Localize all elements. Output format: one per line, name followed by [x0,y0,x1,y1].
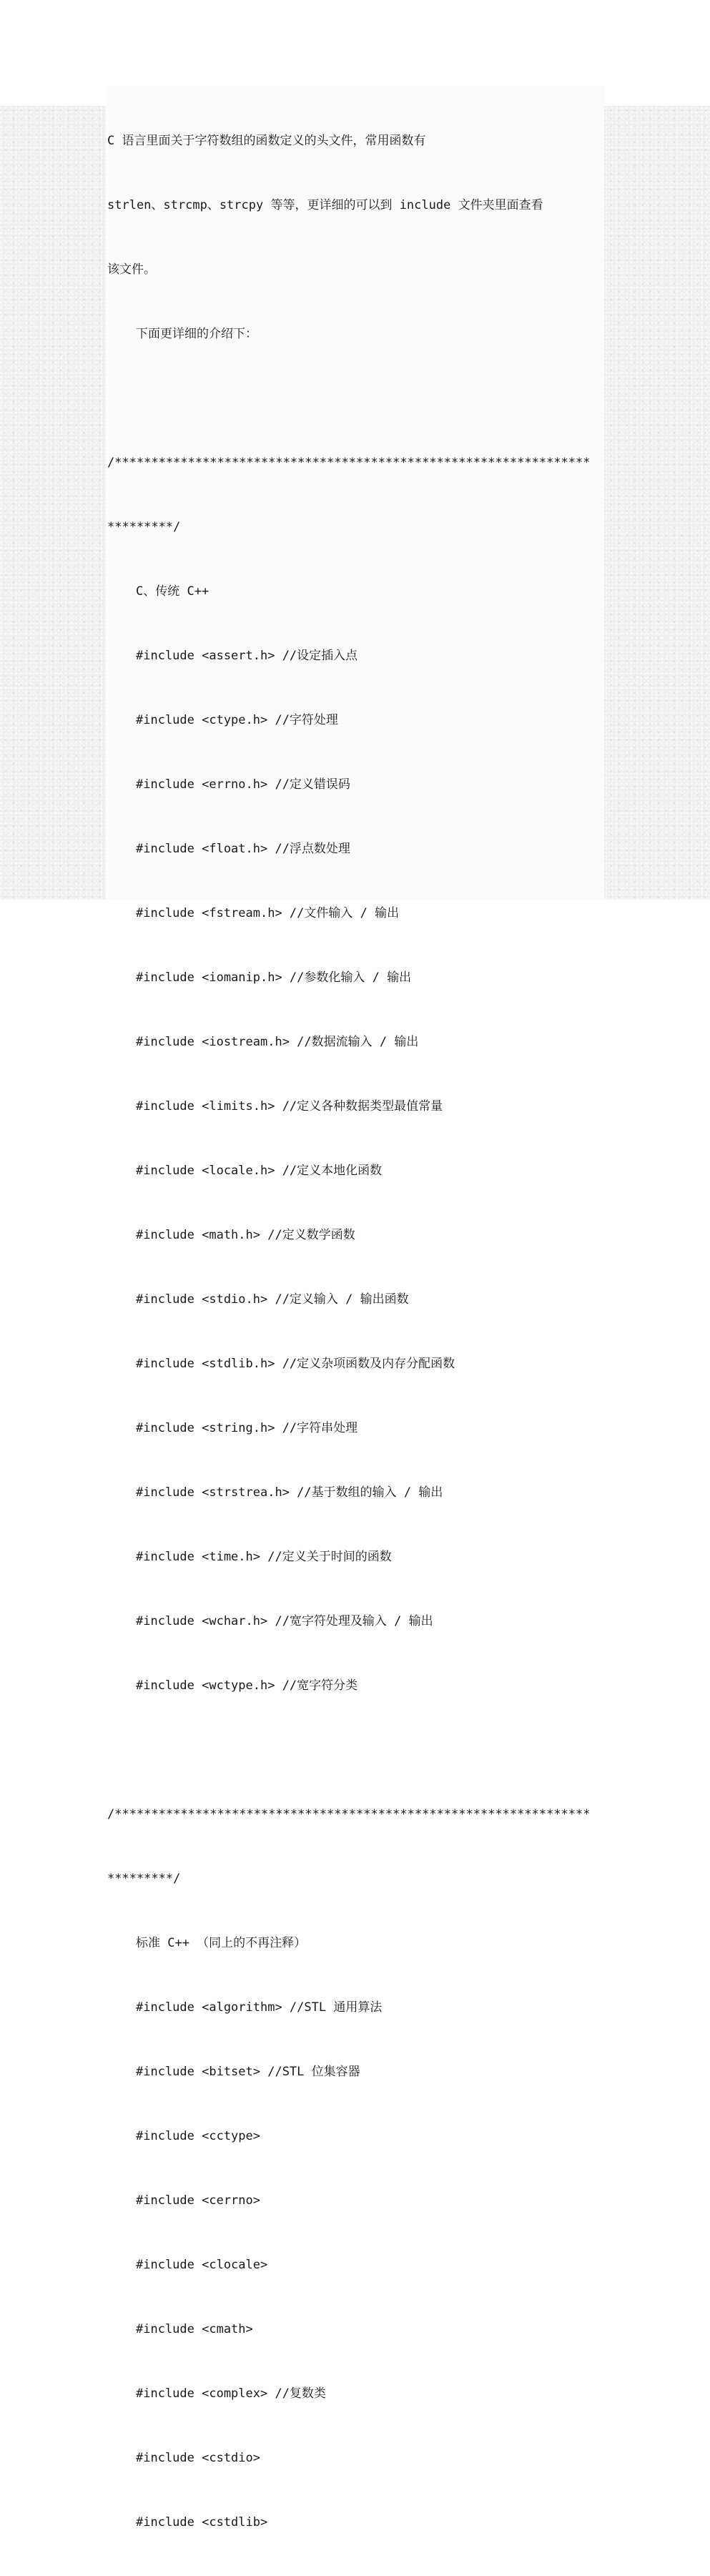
blank-line [107,388,601,409]
include-line: #include <wctype.h> //宽字符分类 [136,1678,358,1693]
include-line: #include <limits.h> //定义各种数据类型最值常量 [136,1099,443,1114]
separator-2-line-1: /***************************************************************** [107,1807,591,1822]
intro-line-1: C 语言里面关于字符数组的函数定义的头文件，常用函数有 [107,134,426,148]
separator-1-line-2: *********/ [107,520,181,534]
section-c-heading: C、传统 C++ [136,584,209,599]
include-line: #include <cctype> [136,2129,260,2143]
include-line: #include <wchar.h> //宽字符处理及输入 / 输出 [136,1614,433,1628]
include-line: #include <string.h> //字符串处理 [136,1421,358,1435]
include-line: #include <fstream.h> //文件输入 / 输出 [136,906,400,920]
include-line: #include <locale.h> //定义本地化函数 [136,1164,383,1178]
include-line: #include <algorithm> //STL 通用算法 [136,2000,383,2015]
section-std-heading: 标准 C++ （同上的不再注释） [136,1936,307,1950]
include-line: #include <ctype.h> //字符处理 [136,713,338,727]
include-line: #include <clocale> [136,2258,268,2272]
include-line: #include <cstdlib> [136,2515,268,2530]
intro-line-4: 下面更详细的介绍下： [136,327,257,341]
include-line: #include <float.h> //浮点数处理 [136,842,350,856]
intro-line-2: strlen、strcmp、strcpy 等等，更详细的可以到 include 文件夹里面查看 [107,198,543,212]
include-line: #include <math.h> //定义数学函数 [136,1228,355,1242]
include-line: #include <iomanip.h> //参数化输入 / 输出 [136,970,412,985]
include-line: #include <assert.h> //设定插入点 [136,649,358,663]
include-line: #include <stdio.h> //定义输入 / 输出函数 [136,1292,409,1307]
separator-2-line-2: *********/ [107,1872,181,1886]
include-line: #include <cmath> [136,2322,253,2336]
intro-line-3: 该文件。 [107,262,156,277]
include-line: #include <complex> //复数类 [136,2386,326,2401]
include-line: #include <cerrno> [136,2193,260,2208]
document-body [107,87,601,2576]
include-line: #include <strstrea.h> //基于数组的输入 / 输出 [136,1485,443,1500]
include-line: #include <errno.h> //定义错误码 [136,777,350,792]
include-line: #include <stdlib.h> //定义杂项函数及内存分配函数 [136,1357,455,1371]
separator-1-line-1: /***************************************************************** [107,456,591,470]
include-line: #include <iostream.h> //数据流输入 / 输出 [136,1035,419,1049]
include-line: #include <cstdio> [136,2451,260,2465]
blank-line [107,1739,601,1761]
include-line: #include <bitset> //STL 位集容器 [136,2065,360,2079]
include-line: #include <time.h> //定义关于时间的函数 [136,1550,392,1564]
